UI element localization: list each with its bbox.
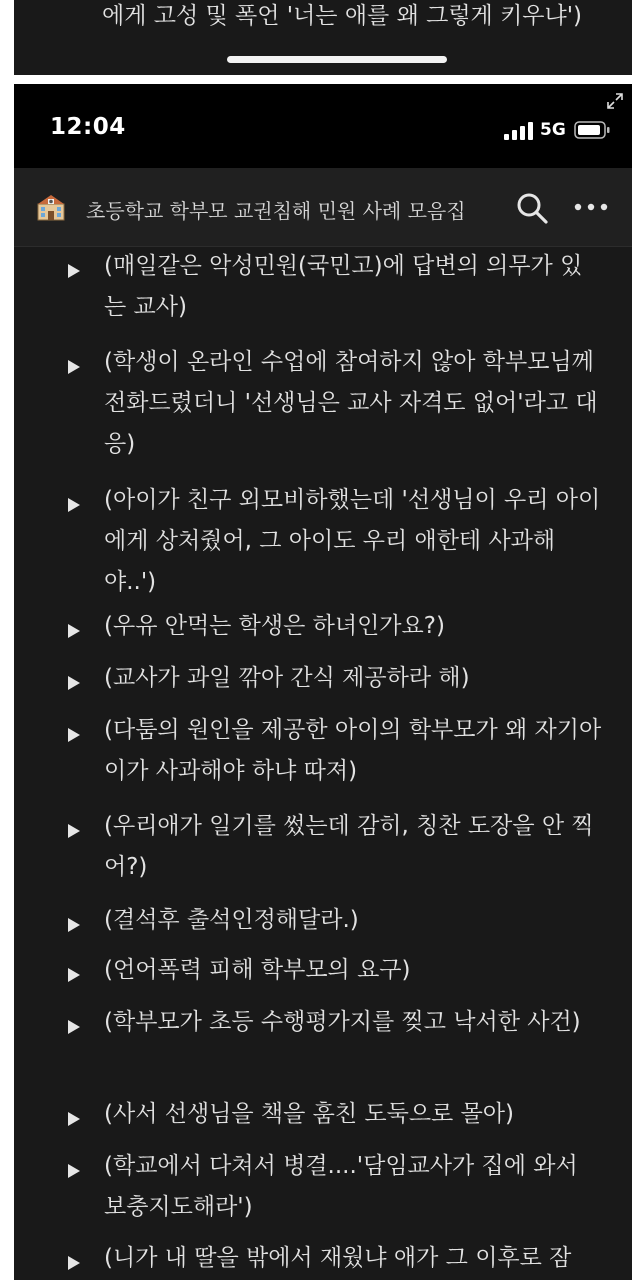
list-item-text: (교사가 과일 깎아 간식 제공하라 해) (104, 665, 470, 691)
page-title: 초등학교 학부모 교권침해 민원 사례 모음집 (86, 199, 466, 223)
status-time: 12:04 (50, 114, 126, 140)
list-item-text: (우유 안먹는 학생은 하녀인가요?) (104, 613, 445, 639)
toggle-triangle-icon[interactable] (68, 918, 80, 932)
more-options-icon[interactable] (572, 200, 610, 214)
status-bar (14, 84, 632, 168)
expand-icon[interactable] (606, 92, 624, 110)
screenshot-divider (0, 75, 640, 84)
search-icon[interactable] (514, 190, 550, 226)
list-item-text: (결석후 출석인정해달라.) (104, 907, 359, 933)
toggle-triangle-icon[interactable] (68, 498, 80, 512)
toggle-triangle-icon[interactable] (68, 824, 80, 838)
toggle-triangle-icon[interactable] (68, 728, 80, 742)
list-item-text: (매일같은 악성민원(국민고)에 답변의 의무가 있는 교사) (104, 253, 583, 320)
toggle-triangle-icon[interactable] (68, 968, 80, 982)
list-item-text: (사서 선생님을 책을 훔친 도둑으로 몰아) (104, 1101, 514, 1127)
toggle-triangle-icon[interactable] (68, 624, 80, 638)
toggle-triangle-icon[interactable] (68, 1256, 80, 1270)
home-indicator[interactable] (227, 56, 447, 63)
toggle-triangle-icon[interactable] (68, 1020, 80, 1034)
previous-screenshot-fragment (14, 0, 632, 75)
list-item-text: (학생이 온라인 수업에 참여하지 않아 학부모님께 전화드렸더니 '선생님은 교사 자격도 없어'라고 대응) (104, 349, 598, 457)
list-item-text: (학부모가 초등 수행평가지를 찢고 낙서한 사건) (104, 1009, 581, 1035)
phone-screen (14, 84, 632, 1280)
toggle-triangle-icon[interactable] (68, 360, 80, 374)
list-item-text: (아이가 친구 외모비하했는데 '선생님이 우리 아이에게 상처줬어, 그 아이도 우리 애한테 사과해야..') (104, 487, 601, 595)
toggle-triangle-icon[interactable] (68, 264, 80, 278)
list-item-text: (학교에서 다쳐서 병결....'담임교사가 집에 와서 보충지도해라') (104, 1153, 578, 1220)
toggle-triangle-icon[interactable] (68, 1112, 80, 1126)
signal-icon (504, 122, 534, 140)
toggle-triangle-icon[interactable] (68, 1164, 80, 1178)
network-label: 5G (540, 120, 566, 140)
toggle-triangle-icon[interactable] (68, 676, 80, 690)
list-item-text: (우리애가 일기를 썼는데 감히, 칭찬 도장을 안 찍어?) (104, 813, 594, 880)
battery-icon (574, 121, 610, 139)
list-item-text: (언어폭력 피해 학부모의 요구) (104, 957, 411, 983)
school-icon (36, 192, 66, 222)
list-item-text: (다툼의 원인을 제공한 아이의 학부모가 왜 자기아이가 사과해야 하냐 따져) (104, 717, 602, 784)
list-item-text: (니가 내 딸을 밖에서 재웠냐 애가 그 이후로 잠 (104, 1245, 572, 1271)
previous-item-text: 에게 고성 및 폭언 '너는 애를 왜 그렇게 키우냐') (102, 3, 583, 29)
page-header (14, 168, 632, 247)
